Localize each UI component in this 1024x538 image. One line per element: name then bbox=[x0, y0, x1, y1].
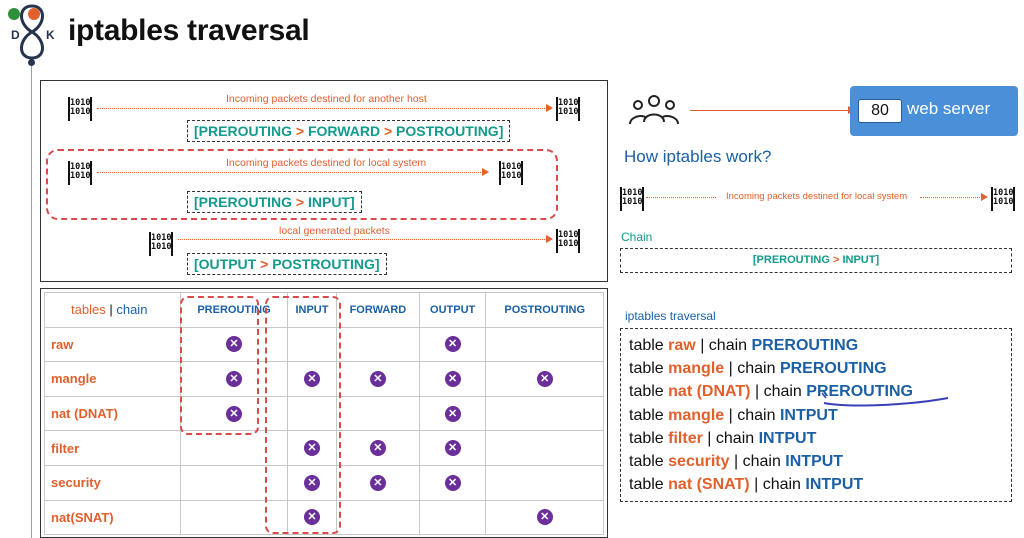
table-cell bbox=[486, 327, 604, 362]
arrow-head-icon bbox=[981, 193, 988, 201]
table-cell bbox=[419, 500, 486, 535]
section-heading: How iptables work? bbox=[624, 147, 772, 166]
traversal-word: chain bbox=[763, 383, 802, 401]
table-cell bbox=[336, 465, 419, 500]
traversal-line bbox=[629, 473, 1011, 496]
x-mark-icon: ✕ bbox=[226, 336, 242, 352]
x-mark-icon: ✕ bbox=[445, 475, 461, 491]
traversal-box bbox=[620, 328, 1012, 502]
underline-annotation bbox=[820, 392, 952, 410]
traversal-word: chain bbox=[715, 429, 755, 447]
chain-name: INTPUT bbox=[785, 453, 844, 471]
table-cell bbox=[336, 327, 419, 362]
traversal-word: chain bbox=[737, 406, 776, 424]
traversal-line bbox=[629, 427, 1011, 450]
chain-name: PREROUTING bbox=[751, 337, 859, 354]
table-name: filter bbox=[668, 429, 703, 447]
table-cell bbox=[336, 431, 419, 466]
flow-arrow bbox=[178, 239, 547, 240]
binary-packet-icon: 1010 1010 bbox=[68, 161, 92, 185]
logo bbox=[4, 2, 60, 64]
traversal-line bbox=[629, 334, 1011, 357]
traversal-word: | bbox=[728, 406, 733, 424]
binary-packet-icon: 1010 1010 bbox=[149, 232, 173, 256]
chain-name: PREROUTING bbox=[779, 360, 887, 378]
binary-packet-icon: 1010 1010 bbox=[556, 97, 580, 121]
flow-label: Incoming packets destined for local system bbox=[726, 191, 908, 202]
row-label: mangle bbox=[45, 362, 181, 397]
binary-packet-icon: 1010 1010 bbox=[68, 97, 92, 121]
x-mark-icon: ✕ bbox=[445, 371, 461, 387]
binary-packet-icon: 1010 1010 bbox=[556, 229, 580, 253]
table-cell bbox=[419, 431, 486, 466]
traversal-word: chain bbox=[762, 476, 801, 494]
timeline-dot bbox=[28, 59, 35, 66]
table-name: mangle bbox=[668, 360, 725, 378]
traversal-label: iptables traversal bbox=[625, 309, 716, 323]
row-label: nat(SNAT) bbox=[45, 500, 181, 535]
traversal-word: table bbox=[629, 406, 664, 424]
row-label: security bbox=[45, 465, 181, 500]
x-mark-icon: ✕ bbox=[537, 371, 553, 387]
flow-arrow bbox=[97, 108, 547, 109]
arrow-head-icon bbox=[546, 104, 553, 112]
users-icon bbox=[628, 92, 680, 128]
traversal-word: | bbox=[700, 337, 705, 354]
prerouting-highlight bbox=[180, 296, 259, 435]
request-arrow bbox=[690, 110, 850, 111]
x-mark-icon: ✕ bbox=[537, 509, 553, 525]
traversal-word: table bbox=[629, 476, 664, 494]
column-header: PREROUTING bbox=[181, 293, 288, 328]
table-cell bbox=[419, 465, 486, 500]
table-cell bbox=[419, 362, 486, 397]
table-name: mangle bbox=[668, 406, 725, 424]
table-name: nat (DNAT) bbox=[668, 383, 751, 401]
row-label: nat (DNAT) bbox=[45, 396, 181, 431]
flow-arrow bbox=[646, 197, 716, 198]
chain-box: [OUTPUT > POSTROUTING] bbox=[187, 253, 387, 275]
x-mark-icon: ✕ bbox=[370, 440, 386, 456]
x-mark-icon: ✕ bbox=[370, 371, 386, 387]
x-mark-icon: ✕ bbox=[304, 475, 320, 491]
binary-packet-icon: 1010 1010 bbox=[620, 187, 644, 211]
traversal-word: table bbox=[629, 453, 664, 471]
traversal-word: table bbox=[629, 429, 664, 447]
column-header: INPUT bbox=[288, 293, 337, 328]
table-cell bbox=[486, 500, 604, 535]
traversal-word: chain bbox=[742, 453, 781, 471]
table-cell bbox=[336, 500, 419, 535]
input-highlight bbox=[265, 296, 341, 534]
traversal-line bbox=[629, 450, 1011, 473]
table-cell bbox=[336, 362, 419, 397]
row-label: raw bbox=[45, 327, 181, 362]
traversal-word: | bbox=[707, 429, 712, 447]
flow-arrow bbox=[920, 197, 982, 198]
traversal-word: chain bbox=[737, 360, 776, 378]
x-mark-icon: ✕ bbox=[445, 336, 461, 352]
chain-name: INTPUT bbox=[779, 406, 838, 424]
traversal-word: | bbox=[754, 476, 759, 494]
page-title: iptables traversal bbox=[68, 14, 310, 47]
column-header: POSTROUTING bbox=[486, 293, 604, 328]
chain-label: Chain bbox=[621, 230, 653, 244]
flow-label: local generated packets bbox=[279, 225, 390, 237]
table-header-corner: tables | chain bbox=[45, 293, 181, 328]
traversal-word: table bbox=[629, 383, 664, 401]
chain-box: [PREROUTING > INPUT] bbox=[187, 191, 362, 213]
traversal-word: | bbox=[754, 383, 760, 401]
timeline-line bbox=[31, 62, 32, 538]
row-label: filter bbox=[45, 431, 181, 466]
x-mark-icon: ✕ bbox=[226, 406, 242, 422]
x-mark-icon: ✕ bbox=[445, 406, 461, 422]
table-cell bbox=[486, 396, 604, 431]
x-mark-icon: ✕ bbox=[226, 371, 242, 387]
table-name: raw bbox=[668, 337, 696, 354]
chain-name: PREROUTING bbox=[806, 383, 913, 401]
traversal-word: | bbox=[733, 453, 739, 471]
table-cell bbox=[419, 396, 486, 431]
server-label: web server bbox=[907, 99, 991, 118]
binary-packet-icon: 1010 1010 bbox=[499, 161, 523, 185]
flow-label: Incoming packets destined for another host bbox=[226, 93, 427, 105]
traversal-line bbox=[629, 357, 1011, 380]
x-mark-icon: ✕ bbox=[304, 371, 320, 387]
logo-letter-d: D bbox=[11, 28, 20, 42]
chain-box: [PREROUTING > INPUT] bbox=[620, 248, 1012, 273]
traversal-word: table bbox=[629, 337, 664, 354]
x-mark-icon: ✕ bbox=[445, 440, 461, 456]
table-cell bbox=[419, 327, 486, 362]
arrow-head-icon bbox=[546, 235, 553, 243]
traversal-word: chain bbox=[708, 337, 748, 354]
table-name: security bbox=[668, 453, 730, 471]
x-mark-icon: ✕ bbox=[304, 509, 320, 525]
column-header: OUTPUT bbox=[419, 293, 486, 328]
table-cell bbox=[486, 431, 604, 466]
port-number: 80 bbox=[858, 99, 902, 123]
traversal-word: | bbox=[728, 360, 733, 378]
table-cell bbox=[486, 465, 604, 500]
chain-name: INTPUT bbox=[758, 429, 817, 447]
chain-name: INTPUT bbox=[805, 476, 864, 494]
flow-label: Incoming packets destined for local system bbox=[226, 157, 427, 169]
x-mark-icon: ✕ bbox=[304, 440, 320, 456]
logo-letter-k: K bbox=[46, 28, 55, 42]
flow-arrow bbox=[97, 172, 483, 173]
table-name: nat (SNAT) bbox=[668, 476, 750, 494]
binary-packet-icon: 1010 1010 bbox=[991, 187, 1015, 211]
traversal-word: table bbox=[629, 360, 664, 378]
column-header: FORWARD bbox=[336, 293, 419, 328]
table-cell bbox=[486, 362, 604, 397]
arrow-head-icon bbox=[482, 168, 489, 176]
table-cell bbox=[336, 396, 419, 431]
x-mark-icon: ✕ bbox=[370, 475, 386, 491]
chain-box: [PREROUTING > FORWARD > POSTROUTING] bbox=[187, 120, 510, 142]
